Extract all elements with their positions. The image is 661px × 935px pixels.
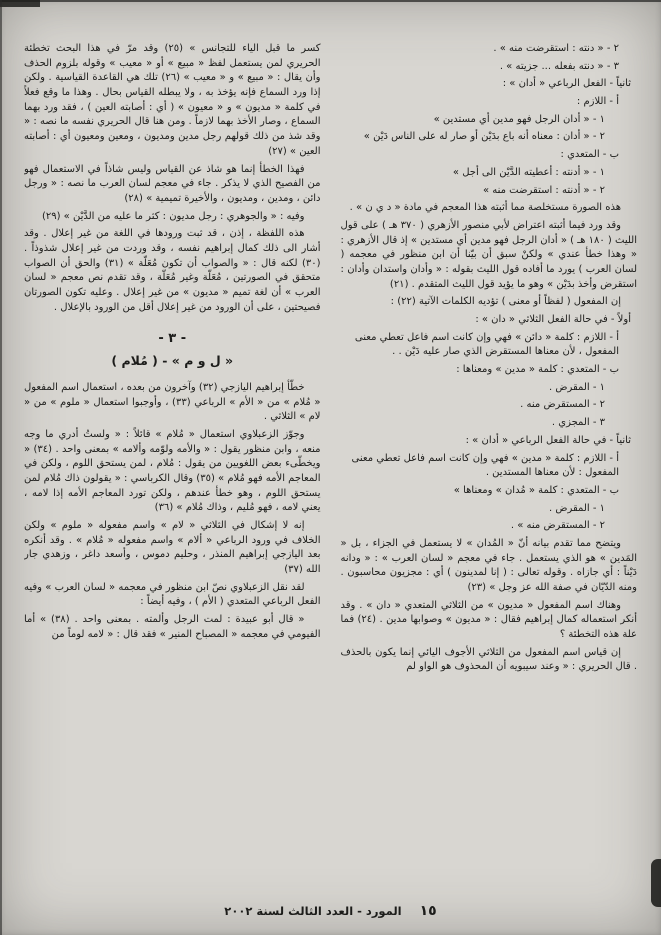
text-columns (24, 42, 637, 863)
journal-title: المورد - العدد الثالث لسنة ٢٠٠٢ (224, 904, 402, 918)
scan-artifact-corner-mark (651, 859, 661, 907)
scan-artifact-left-edge (0, 0, 2, 935)
paragraph: أ - اللازم : كلمة « دائن » فهي وإن كانت اسم فاعل تعطي معنى المفعول ، لأن معناها المستقرض الذي صار عليه دَيْن . . (354, 331, 619, 358)
paragraph: أولاً - في حالة الفعل الثلاثي « دان » : (475, 314, 631, 325)
paragraph: ٣ - المجزي . (551, 417, 605, 429)
paragraph: ب - المتعدي : كلمة « مدين » ومعناها : (456, 364, 619, 376)
column-right (341, 42, 638, 863)
paragraph: ب - المتعدي : (560, 149, 619, 161)
paragraph: ١ - المقرض . (549, 381, 605, 393)
scan-artifact-top-edge (0, 0, 661, 2)
paragraph: هذه الصورة مستخلصة مما أثبته هذا المعجم في مادة « د ي ن » . (349, 202, 621, 214)
section-title: « ل و م » - ( مُلام ) (111, 353, 234, 369)
paragraph: ثانياً - الفعل الرباعي « أدان » : (502, 78, 631, 90)
paragraph: ١ - « أدان الرجل فهو مدين أي مستدين » (433, 113, 605, 125)
paragraph: وجوّز الزعبلاوي استعمال « مُلام » قائلاً : « ولستُ أدري ما وجه منعه ، وابن منظور يقول : « والأمه ولوّمه وألامه » بمعنى واحد . (٣٤) « ويخطّىء بعض اللغويين من يقول : مُلام ، لمن يستحق اللوم ، ولكن في المعاجم الأمه فهو مُلام » (٣٥) وقال الكرباسي : « يقولون ذاك مُلام لمن يستحق اللوم ، وهو خطأ عندهم ، ولكن تورد المعاجم الأمه إذا لامه ، يعني لامه ، فهو مُليم ، وذاك مُلام » (٣٦) (24, 428, 321, 514)
paragraph: هذه اللفظة ، إذن ، قد ثبت ورودها في اللغة من غير إعلال . وقد أشار الى ذلك كمال إبراهيم نفسه ، وقد وردت من غير إعلال شذوذاً . (٣٠) لكنه قال : « والصواب أن تكون مُعَلّة » (٣١) والحق أن الصواب متحقق في الصورتين ، مُعَلّة وغير مُعَلّة ، وقد تقدم نص معجم « لسان العرب » أن لغة تميم « مديون » من غير إعلال . وعليه تكون الصورتان فصيحتين ، على أن الورود من غير إعلال أقل من الورود بالإعلال . (24, 228, 321, 313)
paragraph: ٢ - « أدان : معناه أنه باع بدَيْن أو صار له على الناس دَيْن » (363, 131, 605, 143)
column-left (24, 42, 321, 863)
paragraph: أ - اللازم : كلمة « مدين » فهي وإن كانت اسم فاعل تعطي معنى المفعول : لأن معناها المستدين . (351, 452, 619, 479)
paragraph: ٢ - « دنته : استقرضت منه » . (493, 43, 619, 54)
page-footer (0, 903, 661, 919)
paragraph: ٢ - « أدنته : استقرضت منه » (482, 184, 605, 196)
paragraph: ٢ - المستقرض منه » . (510, 520, 605, 532)
paragraph: « قال أبو عبيدة : لمت الرجل وألمته . بمعنى واحد . (٣٨) » أما الفيومي في معجمه « المصباح المنير » فقد قال : « لامه لوماً من (24, 614, 321, 640)
paragraph: وقد ورد فيما أثبته اعتراض لأبي منصور الأزهري ( ٣٧٠ هـ ) على قول الليث ( ١٨٠ هـ ) « أدان الرجل فهو مدين أي مستدين » إذ قال الأزهري : « وهذا خطأ عندي » ولكنْ سبق أن بيّنا أن ابن منظور في معجمه ( لسان العرب ) يورد ما أفاده قول الليث بقوله : « وأدان واستدان وأدان : استقرض وأخذ بدَيْن » وهو ما يؤيد قول الليث المتقدم . (٢١) (340, 219, 637, 290)
paragraph: إن قياس اسم المفعول من الثلاثي الأجوف اليائي إنما يكون بالحذف . قال الحريري : « وعند سيبويه أن المحذوف هو الواو لم (340, 646, 637, 673)
paragraph: كسر ما قبل الياء للتجانس » (٢٥) وقد مرّ في هذا البحث تخطئة الحريري لمن يستعمل لفظ « مبيع » أو « معيب » وقوله بلزوم الحذف وأن يقال : « مبيع » و « معيب » (٢٦) تلك هي القاعدة القياسية . ولكن إذا ورد السماع فإنه يؤخذ به ، ولا يبطله القياس بحال . وهذا ما وقع فعلاً في كلمة « مديون » و « معيون » ( أي : أصابته العين ) ، فقد ورد بهما السماع ، وصار الأخذ بهما لازماً . ومن هنا قال الحريري نفسه ما نصه : « وقد شذ من ذلك قولهم رجل مدين ومديون ، ومعين ومعيون أي : أصابته العين » (٢٧) (24, 43, 321, 157)
paragraph: ٢ - المستقرض منه . (520, 399, 605, 411)
section-heading: - ٣ - (158, 331, 187, 347)
paragraph: ١ - المقرض . (549, 502, 605, 514)
paragraph: فهذا الخطأ إنما هو شاذ عن القياس وليس شاذاً في الاستعمال فهو من الفصيح الذي لا يذكر . جاء في معجم لسان العرب ما نصه : « ورجل دائن ، ومدين ، ومديون ، والأخيرة تميمية » (٢٨) (24, 163, 321, 204)
paragraph: إن المفعول ( لفظاً أو معنى ) تؤديه الكلمات الآتية (٢٢) : (390, 296, 621, 308)
paragraph: وفيه : « والجوهري : رجل مديون : كثر ما عليه من الدَّيْن » (٢٩) (41, 210, 305, 222)
paragraph: ب - المتعدي : كلمة « مُدان » ومعناها » (453, 484, 619, 496)
paragraph: وهناك اسم المفعول « مديون » من الثلاثي المتعدي « دان » . وقد أنكر استعماله كمال إبراهيم فقال : « مديون » وصوابها مدين . (٢٤) فما علة هذه التخطئة ؟ (340, 599, 637, 641)
paragraph: خطّأ إبراهيم اليازجي (٣٢) وآخرون من بعده ، استعمال اسم المفعول « مُلام » من « الأم » الرباعي (٣٣) ، وأوجبوا استعمال « ملوم » من « لام » الثلاثي . (24, 381, 321, 423)
paragraph: ثانياً - في حالة الفعل الرباعي « أدان » : (465, 434, 631, 446)
paragraph: إنه لا إشكال في الثلاثي « لام » واسم مفعوله « ملوم » ولكن الخلاف في ورود الرباعي « ألام » واسم مفعوله « مُلام » . وقد أنكره بعد اليازجي إبراهيم المنذر ، وحليم دموس ، وأسعد داغر ، وزهدي جار الله (٣٧) (24, 520, 321, 576)
page-number: ١٥ (419, 903, 437, 919)
paragraph: ١ - « أدنته : أعطيته الدَّيْن الى أجل » (452, 166, 605, 178)
paragraph: ٣ - « دنته بفعله ... جزيته » . (499, 60, 619, 72)
paragraph: ويتضح مما تقدم بيانه أنّ « المُدان » لا يستعمل في الجزاء ، بل « المَدين » هو الذي يستعمل . جاء في معجم « لسان العرب » : « ودانه دَيْناً : أي جازاه . وقوله تعالى : ( إنا لمدينون ) أي : مجزيون محاسبون . ومنه الدّيّان في صفة الله عز وجل » (٢٣) (340, 537, 637, 593)
scan-artifact-top-left (0, 0, 40, 7)
paragraph: أ - اللازم : (576, 96, 619, 108)
paragraph: لقد نقل الزعبلاوي نصّ ابن منظور في معجمه « لسان العرب » وفيه الفعل الرباعي المتعدي ( الأم ) ، وفيه أيضاً : (24, 581, 321, 608)
